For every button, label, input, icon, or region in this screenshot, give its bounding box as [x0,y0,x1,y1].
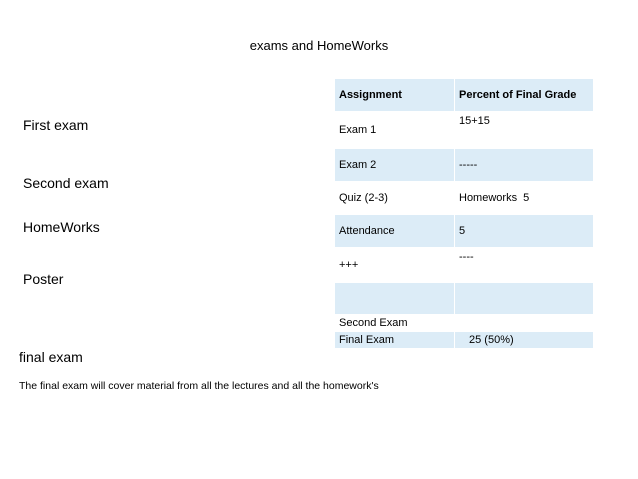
table-row [335,112,594,149]
table-row [335,315,594,332]
table-cell: +++ [335,248,455,283]
table-row [335,182,594,215]
table-row [335,248,594,283]
table-cell: Second Exam [335,315,455,332]
grade-table [334,78,594,349]
left-item-final-exam: final exam [19,349,83,365]
left-item-poster: Poster [23,271,64,287]
table-row [335,215,594,248]
table-cell: Homeworks 5 [455,182,594,215]
table-cell: Quiz (2-3) [335,182,455,215]
footnote: The final exam will cover material from all the lectures and all the homework's [19,380,379,392]
table-cell: ----- [455,149,594,182]
left-item-homeworks: HomeWorks [23,219,100,235]
table-cell: ---- [455,248,594,283]
table-cell: 25 (50%) [455,332,594,349]
table-cell [455,315,594,332]
table-header-row [335,79,594,112]
table-cell: Exam 2 [335,149,455,182]
table-cell [455,283,594,315]
table-header-percent: Percent of Final Grade [455,79,594,112]
table-header-assignment: Assignment [335,79,455,112]
table-cell: 5 [455,215,594,248]
page-title: exams and HomeWorks [249,38,389,53]
left-item-first-exam: First exam [23,117,89,133]
table-row [335,149,594,182]
table-cell: Final Exam [335,332,455,349]
table-cell: 15+15 [455,112,594,149]
table-cell: Attendance [335,215,455,248]
table-row [335,332,594,349]
table-cell [335,283,455,315]
table-cell: Exam 1 [335,112,455,149]
left-item-second-exam: Second exam [23,175,109,191]
table-row [335,283,594,315]
